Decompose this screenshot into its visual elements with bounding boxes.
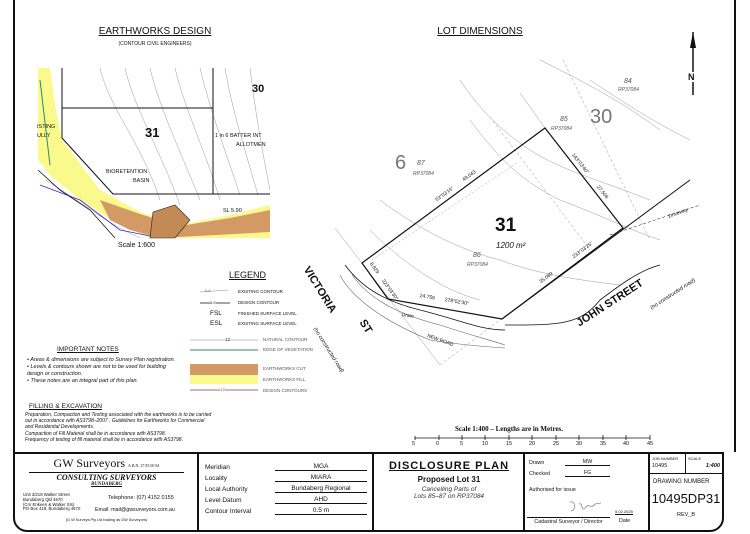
- legend-symbol: 0.0: [210, 300, 216, 305]
- legend-label: NATURAL CONTOUR: [263, 337, 308, 342]
- neighbour-plan: RP37084: [467, 262, 488, 268]
- note-text: These notes are an integral part of this plan.: [30, 378, 139, 384]
- street-note: (no constructed road): [311, 326, 345, 374]
- victoria-st-suffix: ST: [356, 317, 375, 336]
- map-label: ULLY: [37, 133, 51, 139]
- info-value: Bundaberg Regional: [275, 485, 367, 493]
- job-label: JOB NUMBER: [652, 456, 679, 461]
- legend-label: EXISTING SURFACE LEVEL: [238, 321, 297, 326]
- drawing-number-label: DRAWING NUMBER: [653, 479, 710, 485]
- info-row: [205, 493, 367, 504]
- neighbour-plan: RP37084: [551, 126, 572, 132]
- tick-label: 0: [436, 441, 440, 447]
- date-value: 5.02.2025: [615, 509, 633, 514]
- scale-text: Scale 1:400 – Lengths are in Metres.: [455, 425, 564, 433]
- scale-label: SCALE: [688, 456, 702, 461]
- info-value: MIARA: [275, 474, 367, 482]
- info-value: MGA: [275, 463, 367, 471]
- info-label: Level Datum: [205, 497, 242, 504]
- distance-label: 49.043: [461, 169, 478, 184]
- scale-value: 1:400: [705, 463, 720, 469]
- drain-label: Drain: [401, 312, 414, 320]
- legend-label: EARTHWORKS CUT: [263, 366, 306, 371]
- scale-ticks: [412, 441, 662, 449]
- lot-number: 31: [495, 215, 517, 236]
- victoria-street-label: VICTORIA: [300, 264, 339, 316]
- company-telephone: Telephone: (07) 4152 0155: [108, 495, 174, 501]
- distance-label: 35.089: [538, 270, 555, 285]
- drawn-value: MW: [565, 459, 610, 466]
- filling-line: Preparation, Compaction and Testing associated with the earthworks is to be carried: [25, 412, 212, 418]
- cancelling-lots: Lots 85–87 on RP37084: [413, 493, 485, 500]
- company-address: [23, 493, 80, 512]
- lot-plan: [335, 60, 690, 365]
- bearing-label: 233°03'25": [571, 240, 595, 260]
- tick-label: 10: [482, 441, 489, 447]
- company-abn: A.B.N. 27 83 00 84: [127, 463, 160, 468]
- checked-value: FG: [565, 470, 610, 477]
- new-road-label: NEW ROAD: [426, 333, 455, 349]
- note-item: • Levels & contours shown are not to be used for building design or construction.: [27, 364, 166, 377]
- map-label: SL 5.90: [223, 208, 242, 214]
- job-number: 10495: [652, 463, 668, 469]
- street-note: (no constructed road): [649, 277, 697, 312]
- proposed-lot: Proposed Lot 31: [417, 475, 481, 484]
- legend-symbol: 0.0: [205, 288, 211, 293]
- revision: REV_B: [676, 512, 696, 518]
- plan-title: DISCLOSURE PLAN: [388, 460, 510, 472]
- notes-list: [27, 357, 177, 385]
- earthworks-subtitle: (CONTOUR CIVIL ENGINEERS): [118, 41, 192, 47]
- neighbour-plan: RP37084: [413, 171, 434, 177]
- bearing-label: 323°03'30": [379, 278, 400, 302]
- info-value: AHD: [275, 496, 367, 504]
- company-block: [13, 452, 200, 532]
- legend-symbol: 12: [220, 387, 226, 392]
- note-text: Levels & contours shown are not to be used for building design or construction.: [27, 364, 166, 377]
- proposed-lot-30: 30: [590, 106, 613, 128]
- bearing-label: 53°03'15": [434, 185, 456, 204]
- filling-line: Frequency of testing of fill material shall be in accordance with AS3798.: [25, 436, 183, 443]
- info-row: [205, 460, 367, 471]
- map-label: BIORETENTION: [106, 169, 148, 175]
- lot-area: 1200 m²: [496, 241, 526, 250]
- plan-title-block: [372, 452, 526, 532]
- distance-label: 8.829: [367, 261, 381, 276]
- legend-symbol: ESL: [210, 320, 223, 327]
- info-value: 0.5 m: [275, 507, 367, 515]
- filling-text: [25, 412, 270, 443]
- tick-label: 35: [600, 441, 607, 447]
- distance-label: 27.508: [595, 184, 610, 201]
- scale-bar: [415, 435, 650, 440]
- tick-label: 40: [623, 441, 630, 447]
- info-label: Contour Interval: [205, 508, 252, 515]
- north-arrow: [690, 32, 696, 95]
- company-trading: (G W Surveys Pty Ltd trading as GW Surveyors): [65, 518, 148, 522]
- tick-label: 5: [412, 441, 416, 447]
- company-email[interactable]: Email: mail@gwsurveyors.com.au: [95, 507, 175, 513]
- legend-label: FINISHED SURFACE LEVEL: [238, 311, 297, 316]
- cancelling-text: Cancelling Parts of: [421, 486, 477, 493]
- tick-label: 5: [460, 441, 464, 447]
- filling-title: FILLING & EXCAVATION: [29, 403, 102, 410]
- neighbour-plan: RP37084: [618, 87, 639, 93]
- filling-line: out in accordance with AS3798–2007 , Guidelines for Earthworks for Commercial: [25, 418, 205, 425]
- earthworks-scale: Scale 1:600: [118, 242, 155, 249]
- driveway-label: Driveway: [667, 207, 690, 220]
- neighbour-lot: 87: [417, 160, 425, 167]
- john-street-label: JOHN STREET: [574, 277, 646, 330]
- map-label: 1 in 6 BATTER INT: [215, 133, 262, 139]
- earthworks-lot-31: 31: [145, 125, 160, 140]
- date-label: Date: [619, 518, 631, 524]
- address-line: (Cnr Enkeen & Walker Sts): [23, 501, 75, 507]
- neighbour-lot: 84: [624, 78, 632, 85]
- address-line: Bundaberg Qld 4670: [23, 496, 63, 502]
- neighbour-lot: 85: [560, 116, 568, 123]
- earthworks-lot-30: 30: [252, 83, 265, 95]
- note-item: • These notes are an integral part of this plan.: [27, 378, 139, 384]
- info-row: [205, 471, 367, 482]
- approval-block: [523, 452, 651, 532]
- distance-label: 24.759: [419, 293, 436, 302]
- legend-symbol: 12: [225, 337, 231, 342]
- tick-label: 15: [506, 441, 513, 447]
- map-label: ISTING: [37, 124, 56, 130]
- drawing-number: 10495DP31: [651, 491, 721, 506]
- company-name: GW Surveyors: [53, 456, 125, 470]
- info-label: Local Authority: [205, 486, 248, 493]
- tick-label: 20: [529, 441, 536, 447]
- signatory-label: Cadastral Surveyor / Director: [527, 517, 610, 525]
- plan-info-block: [197, 452, 375, 532]
- checked-label: Checked: [529, 471, 550, 477]
- neighbour-lot: 86: [473, 252, 481, 259]
- legend-label: EDGE OF VEGETATION: [263, 347, 313, 352]
- proposed-lot-6: 6: [395, 152, 407, 174]
- notes-title: IMPORTANT NOTES: [57, 346, 119, 353]
- legend-label: EXISTING CONTOUR: [238, 289, 283, 294]
- legend-label: DESIGN CONTOUR: [238, 300, 280, 305]
- note-text: Areas & dimensions are subject to Survey Plan registration.: [30, 357, 176, 363]
- company-city: BUNDABERG: [90, 482, 123, 487]
- map-label: BASIN: [133, 178, 150, 184]
- info-label: Meridian: [205, 464, 230, 471]
- scale-cell: [686, 454, 722, 474]
- info-row: [205, 482, 367, 493]
- north-label: N: [688, 72, 695, 82]
- authorised-label: Authorised for issue: [529, 487, 576, 493]
- note-item: • Areas & dimensions are subject to Survey Plan registration.: [27, 357, 176, 363]
- signature: [565, 498, 605, 514]
- drawn-label: Drawn: [529, 460, 545, 466]
- address-line: PO Box 418, Bundaberg 4670: [23, 506, 81, 512]
- job-cell: [650, 454, 686, 474]
- address-line: Unit 3/218 Walker Street: [23, 492, 70, 497]
- legend-label: EARTHWORKS FILL: [263, 377, 306, 382]
- filling-line: Compaction of Fill Material shall be in accordance with AS3798.: [25, 430, 166, 437]
- tick-label: 25: [553, 441, 560, 447]
- tick-label: 45: [647, 441, 654, 447]
- drawing-number-block: [648, 452, 724, 532]
- lot-dimensions-title: LOT DIMENSIONS: [437, 26, 523, 37]
- legend-title: LEGEND: [229, 270, 267, 280]
- earthworks-title: EARTHWORKS DESIGN: [98, 26, 212, 37]
- legend-label: DESIGN CONTOURS: [263, 388, 308, 393]
- legend-symbol: FSL: [210, 310, 222, 317]
- info-label: Locality: [205, 475, 228, 482]
- tick-label: 30: [576, 441, 583, 447]
- bearing-label: 278°52'30": [444, 297, 470, 308]
- bearing-label: 143°03'40": [570, 152, 590, 176]
- filling-line: and Residential Developments.: [25, 424, 95, 431]
- legend-swatches: [190, 290, 258, 390]
- info-row: [205, 504, 367, 515]
- map-label: ALLOTMEN: [236, 142, 266, 148]
- company-tagline: CONSULTING SURVEYORS: [56, 473, 157, 482]
